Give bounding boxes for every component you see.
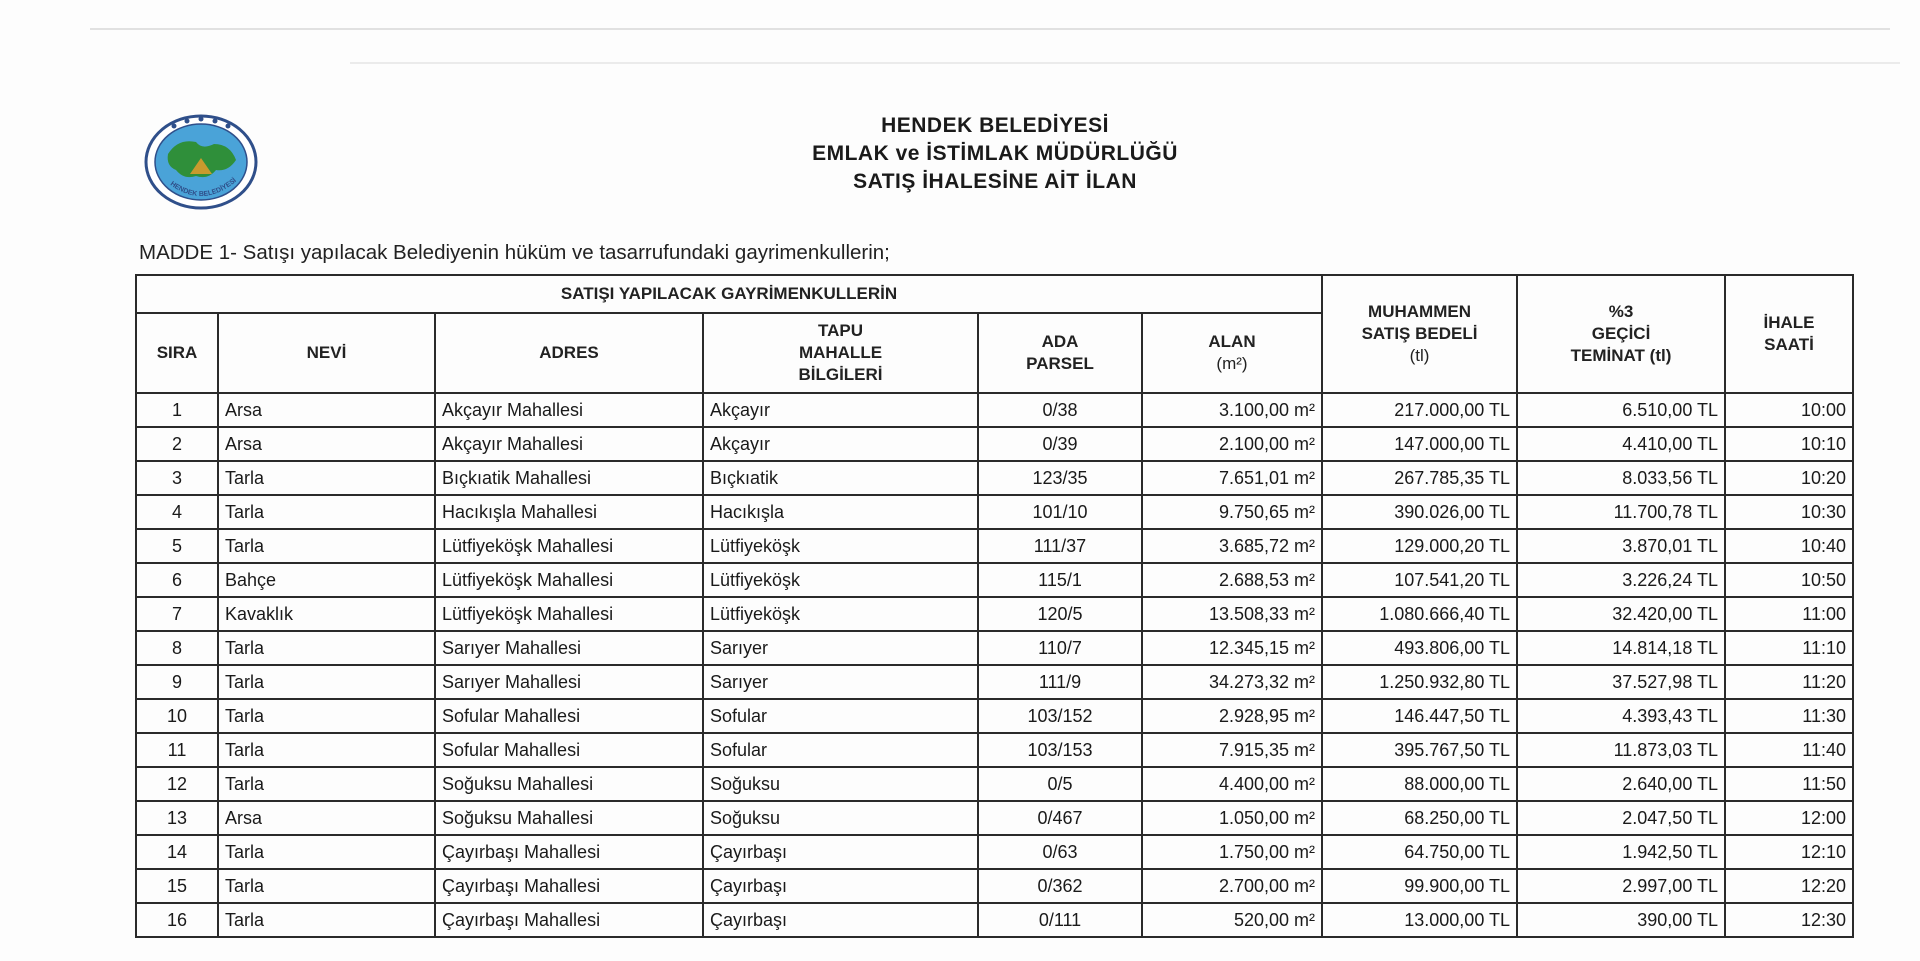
- cell-bedel: 99.900,00 TL: [1322, 869, 1517, 903]
- table-row: [136, 427, 1853, 461]
- cell-teminat: 4.410,00 TL: [1517, 427, 1725, 461]
- header-line-municipality: HENDEK BELEDİYESİ: [881, 114, 1109, 137]
- col-header-text: MAHALLE: [798, 343, 883, 362]
- cell-tapu: Lütfiyeköşk: [703, 597, 978, 631]
- cell-bedel: 395.767,50 TL: [1322, 733, 1517, 767]
- cell-teminat: 37.527,98 TL: [1517, 665, 1725, 699]
- cell-bedel: 217.000,00 TL: [1322, 393, 1517, 427]
- cell-alan: 12.345,15 m²: [1142, 631, 1322, 665]
- cell-adres: Akçayır Mahallesi: [435, 393, 703, 427]
- cell-tapu: Sarıyer: [703, 631, 978, 665]
- table-row: [136, 801, 1853, 835]
- cell-saat: 10:50: [1725, 563, 1853, 597]
- cell-saat: 10:40: [1725, 529, 1853, 563]
- cell-ada-parsel: 120/5: [978, 597, 1142, 631]
- cell-alan: 2.928,95 m²: [1142, 699, 1322, 733]
- cell-sira: 7: [136, 597, 218, 631]
- cell-nevi: Arsa: [218, 801, 435, 835]
- cell-teminat: 2.047,50 TL: [1517, 801, 1725, 835]
- cell-nevi: Bahçe: [218, 563, 435, 597]
- cell-tapu: Soğuksu: [703, 767, 978, 801]
- cell-nevi: Tarla: [218, 869, 435, 903]
- cell-adres: Sofular Mahallesi: [435, 699, 703, 733]
- col-header-text: SATIŞ BEDELİ: [1361, 324, 1478, 343]
- cell-adres: Hacıkışla Mahallesi: [435, 495, 703, 529]
- group-header: SATIŞI YAPILACAK GAYRİMENKULLERİN: [136, 275, 1322, 313]
- cell-ada-parsel: 0/38: [978, 393, 1142, 427]
- table-row: [136, 903, 1853, 937]
- cell-alan: 7.651,01 m²: [1142, 461, 1322, 495]
- cell-ada-parsel: 123/35: [978, 461, 1142, 495]
- cell-ada-parsel: 0/63: [978, 835, 1142, 869]
- cell-alan: 3.100,00 m²: [1142, 393, 1322, 427]
- col-header-text: %3: [1608, 302, 1634, 321]
- cell-tapu: Akçayır: [703, 427, 978, 461]
- cell-nevi: Tarla: [218, 767, 435, 801]
- cell-saat: 12:00: [1725, 801, 1853, 835]
- cell-sira: 15: [136, 869, 218, 903]
- cell-teminat: 3.226,24 TL: [1517, 563, 1725, 597]
- cell-ada-parsel: 101/10: [978, 495, 1142, 529]
- table-row: [136, 767, 1853, 801]
- col-header-alan: [1142, 313, 1322, 393]
- cell-bedel: 129.000,20 TL: [1322, 529, 1517, 563]
- cell-ada-parsel: 103/153: [978, 733, 1142, 767]
- table-row: [136, 495, 1853, 529]
- cell-teminat: 4.393,43 TL: [1517, 699, 1725, 733]
- col-header-text: ADA: [1041, 332, 1079, 351]
- cell-tapu: Sofular: [703, 699, 978, 733]
- table-row: [136, 665, 1853, 699]
- cell-bedel: 1.250.932,80 TL: [1322, 665, 1517, 699]
- cell-sira: 11: [136, 733, 218, 767]
- cell-nevi: Arsa: [218, 427, 435, 461]
- cell-tapu: Akçayır: [703, 393, 978, 427]
- cell-saat: 11:20: [1725, 665, 1853, 699]
- cell-alan: 1.750,00 m²: [1142, 835, 1322, 869]
- col-header-text: BİLGİLERİ: [798, 365, 883, 384]
- cell-saat: 10:00: [1725, 393, 1853, 427]
- cell-alan: 3.685,72 m²: [1142, 529, 1322, 563]
- cell-nevi: Tarla: [218, 903, 435, 937]
- cell-sira: 6: [136, 563, 218, 597]
- cell-saat: 10:30: [1725, 495, 1853, 529]
- cell-tapu: Lütfiyeköşk: [703, 529, 978, 563]
- cell-nevi: Tarla: [218, 699, 435, 733]
- cell-nevi: Tarla: [218, 461, 435, 495]
- table-row: [136, 563, 1853, 597]
- col-header-tapu: [703, 313, 978, 393]
- cell-sira: 5: [136, 529, 218, 563]
- col-header-adres: ADRES: [435, 313, 703, 393]
- cell-sira: 8: [136, 631, 218, 665]
- cell-saat: 11:40: [1725, 733, 1853, 767]
- cell-alan: 13.508,33 m²: [1142, 597, 1322, 631]
- cell-teminat: 3.870,01 TL: [1517, 529, 1725, 563]
- cell-nevi: Tarla: [218, 665, 435, 699]
- cell-bedel: 107.541,20 TL: [1322, 563, 1517, 597]
- cell-adres: Lütfiyeköşk Mahallesi: [435, 529, 703, 563]
- cell-ada-parsel: 103/152: [978, 699, 1142, 733]
- cell-saat: 11:50: [1725, 767, 1853, 801]
- cell-tapu: Hacıkışla: [703, 495, 978, 529]
- cell-adres: Çayırbaşı Mahallesi: [435, 903, 703, 937]
- cell-nevi: Tarla: [218, 733, 435, 767]
- table-row: [136, 461, 1853, 495]
- col-header-nevi: NEVİ: [218, 313, 435, 393]
- col-header-text: MUHAMMEN: [1368, 302, 1471, 321]
- col-header-saat: [1725, 275, 1853, 393]
- cell-tapu: Çayırbaşı: [703, 835, 978, 869]
- cell-sira: 13: [136, 801, 218, 835]
- cell-ada-parsel: 0/39: [978, 427, 1142, 461]
- col-header-sira: SIRA: [136, 313, 218, 393]
- col-header-text: İHALE: [1763, 313, 1815, 332]
- cell-alan: 2.700,00 m²: [1142, 869, 1322, 903]
- table-row: [136, 869, 1853, 903]
- cell-tapu: Bıçkıatik: [703, 461, 978, 495]
- document-header: [0, 112, 1920, 199]
- cell-teminat: 390,00 TL: [1517, 903, 1725, 937]
- cell-sira: 3: [136, 461, 218, 495]
- table-row: [136, 393, 1853, 427]
- cell-sira: 10: [136, 699, 218, 733]
- scan-artifact: [90, 28, 1890, 30]
- col-header-text: (m²): [1216, 354, 1248, 373]
- col-header-text: SAATİ: [1764, 335, 1814, 354]
- cell-teminat: 1.942,50 TL: [1517, 835, 1725, 869]
- cell-ada-parsel: 0/111: [978, 903, 1142, 937]
- cell-teminat: 11.700,78 TL: [1517, 495, 1725, 529]
- cell-sira: 9: [136, 665, 218, 699]
- col-header-text: PARSEL: [1026, 354, 1094, 373]
- cell-bedel: 390.026,00 TL: [1322, 495, 1517, 529]
- cell-sira: 1: [136, 393, 218, 427]
- cell-nevi: Kavaklık: [218, 597, 435, 631]
- table-body: [136, 393, 1853, 937]
- cell-saat: 11:30: [1725, 699, 1853, 733]
- cell-saat: 11:00: [1725, 597, 1853, 631]
- cell-saat: 12:30: [1725, 903, 1853, 937]
- cell-ada-parsel: 0/5: [978, 767, 1142, 801]
- table-row: [136, 631, 1853, 665]
- cell-bedel: 267.785,35 TL: [1322, 461, 1517, 495]
- table-row: [136, 733, 1853, 767]
- cell-bedel: 493.806,00 TL: [1322, 631, 1517, 665]
- cell-ada-parsel: 111/9: [978, 665, 1142, 699]
- cell-sira: 12: [136, 767, 218, 801]
- cell-bedel: 1.080.666,40 TL: [1322, 597, 1517, 631]
- table-row: [136, 597, 1853, 631]
- cell-adres: Çayırbaşı Mahallesi: [435, 835, 703, 869]
- cell-alan: 9.750,65 m²: [1142, 495, 1322, 529]
- cell-teminat: 32.420,00 TL: [1517, 597, 1725, 631]
- cell-bedel: 64.750,00 TL: [1322, 835, 1517, 869]
- cell-teminat: 6.510,00 TL: [1517, 393, 1725, 427]
- col-header-text: TAPU: [817, 321, 863, 340]
- cell-adres: Çayırbaşı Mahallesi: [435, 869, 703, 903]
- cell-teminat: 2.997,00 TL: [1517, 869, 1725, 903]
- cell-teminat: 8.033,56 TL: [1517, 461, 1725, 495]
- cell-bedel: 13.000,00 TL: [1322, 903, 1517, 937]
- cell-ada-parsel: 111/37: [978, 529, 1142, 563]
- header-line-department: EMLAK ve İSTİMLAK MÜDÜRLÜĞÜ: [812, 142, 1178, 165]
- cell-ada-parsel: 110/7: [978, 631, 1142, 665]
- col-header-text: TEMİNAT (tl): [1570, 346, 1672, 365]
- cell-alan: 34.273,32 m²: [1142, 665, 1322, 699]
- col-header-muhammen: [1322, 275, 1517, 393]
- cell-adres: Soğuksu Mahallesi: [435, 801, 703, 835]
- cell-bedel: 146.447,50 TL: [1322, 699, 1517, 733]
- cell-sira: 14: [136, 835, 218, 869]
- cell-alan: 2.100,00 m²: [1142, 427, 1322, 461]
- cell-nevi: Tarla: [218, 495, 435, 529]
- cell-adres: Akçayır Mahallesi: [435, 427, 703, 461]
- cell-alan: 520,00 m²: [1142, 903, 1322, 937]
- cell-nevi: Tarla: [218, 631, 435, 665]
- cell-saat: 12:10: [1725, 835, 1853, 869]
- cell-adres: Lütfiyeköşk Mahallesi: [435, 563, 703, 597]
- cell-saat: 10:10: [1725, 427, 1853, 461]
- cell-teminat: 11.873,03 TL: [1517, 733, 1725, 767]
- cell-nevi: Tarla: [218, 835, 435, 869]
- cell-teminat: 14.814,18 TL: [1517, 631, 1725, 665]
- cell-nevi: Tarla: [218, 529, 435, 563]
- cell-tapu: Çayırbaşı: [703, 869, 978, 903]
- col-header-text: ALAN: [1208, 332, 1256, 351]
- cell-nevi: Arsa: [218, 393, 435, 427]
- cell-ada-parsel: 115/1: [978, 563, 1142, 597]
- cell-sira: 2: [136, 427, 218, 461]
- svg-text:HENDEK BELEDİYESİ: HENDEK BELEDİYESİ: [168, 177, 238, 199]
- cell-alan: 7.915,35 m²: [1142, 733, 1322, 767]
- cell-adres: Sofular Mahallesi: [435, 733, 703, 767]
- cell-tapu: Sarıyer: [703, 665, 978, 699]
- article-intro: MADDE 1- Satışı yapılacak Belediyenin hüküm ve tasarrufundaki gayrimenkullerin;: [139, 241, 890, 264]
- cell-alan: 4.400,00 m²: [1142, 767, 1322, 801]
- cell-bedel: 147.000,00 TL: [1322, 427, 1517, 461]
- col-header-text: GEÇİCİ: [1591, 324, 1651, 343]
- scan-artifact: [350, 62, 1900, 64]
- cell-teminat: 2.640,00 TL: [1517, 767, 1725, 801]
- cell-adres: Soğuksu Mahallesi: [435, 767, 703, 801]
- col-header-text: (tl): [1409, 346, 1430, 365]
- cell-adres: Sarıyer Mahallesi: [435, 631, 703, 665]
- table-row: [136, 699, 1853, 733]
- header-line-announcement: SATIŞ İHALESİNE AİT İLAN: [853, 170, 1137, 193]
- cell-sira: 16: [136, 903, 218, 937]
- cell-saat: 10:20: [1725, 461, 1853, 495]
- col-header-teminat: [1517, 275, 1725, 393]
- cell-saat: 12:20: [1725, 869, 1853, 903]
- table-row: [136, 529, 1853, 563]
- cell-ada-parsel: 0/467: [978, 801, 1142, 835]
- property-table: [135, 274, 1854, 938]
- cell-sira: 4: [136, 495, 218, 529]
- cell-adres: Lütfiyeköşk Mahallesi: [435, 597, 703, 631]
- table-row: [136, 835, 1853, 869]
- cell-tapu: Soğuksu: [703, 801, 978, 835]
- cell-bedel: 68.250,00 TL: [1322, 801, 1517, 835]
- cell-saat: 11:10: [1725, 631, 1853, 665]
- cell-bedel: 88.000,00 TL: [1322, 767, 1517, 801]
- cell-tapu: Sofular: [703, 733, 978, 767]
- cell-tapu: Lütfiyeköşk: [703, 563, 978, 597]
- col-header-ada: [978, 313, 1142, 393]
- cell-adres: Sarıyer Mahallesi: [435, 665, 703, 699]
- cell-ada-parsel: 0/362: [978, 869, 1142, 903]
- cell-alan: 2.688,53 m²: [1142, 563, 1322, 597]
- cell-tapu: Çayırbaşı: [703, 903, 978, 937]
- cell-alan: 1.050,00 m²: [1142, 801, 1322, 835]
- cell-adres: Bıçkıatik Mahallesi: [435, 461, 703, 495]
